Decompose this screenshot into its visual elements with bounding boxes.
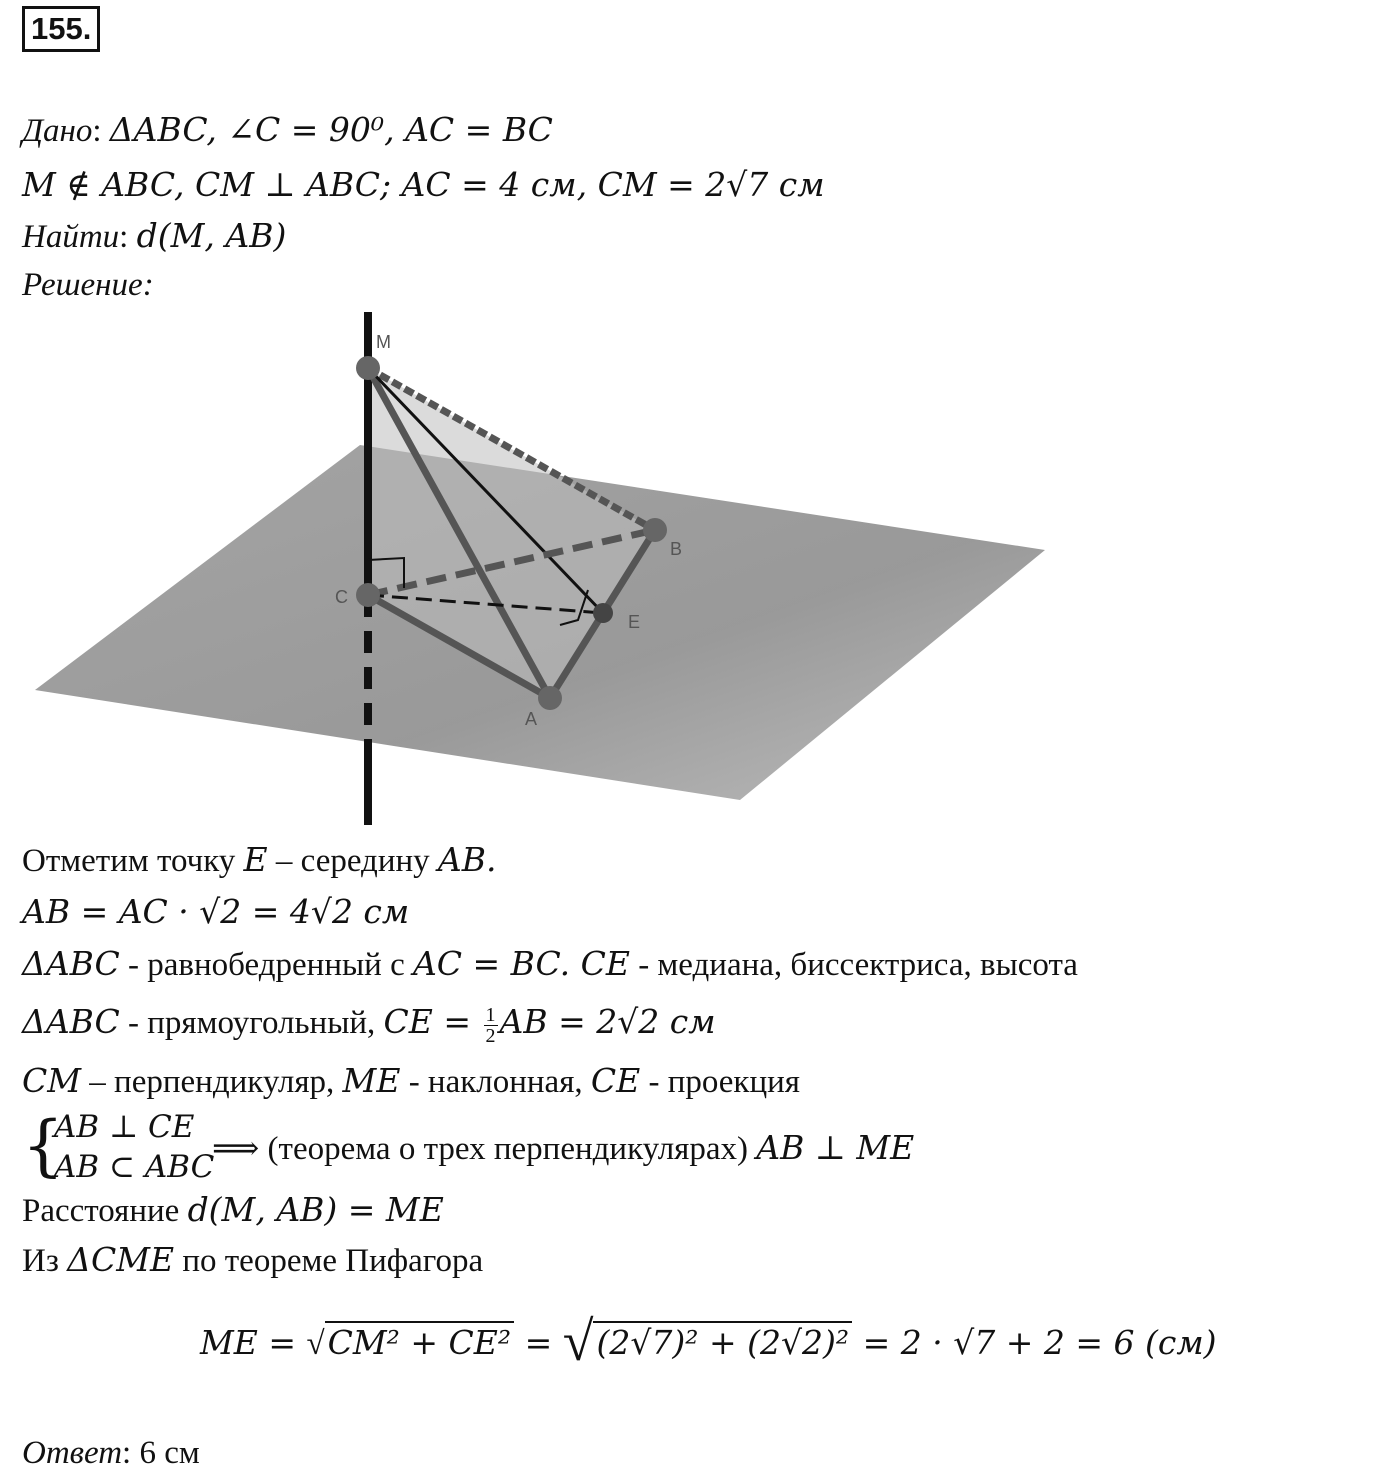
given-line-2 — [22, 165, 825, 206]
problem-number: 155. — [22, 6, 100, 52]
point-A — [538, 686, 562, 710]
root-1: CM² + CE² — [325, 1321, 514, 1362]
step-6: Расстояние d(M, AB) = ME — [22, 1190, 444, 1229]
step-3: ΔABC - равнобедренный с AC = BC. CE - медиана, биссектриса, высота — [22, 944, 1078, 983]
find-label: Найти — [22, 219, 120, 255]
answer-line — [22, 1433, 200, 1473]
label-B: B — [670, 539, 683, 559]
pythagoras-formula: ME = √CM² + CE² = √(2√7)² + (2√2)² = 2 · √7 + 2 = 6 (см) — [200, 1311, 1217, 1373]
given-expr-2: M ∉ ABC, CM ⊥ ABC; AC = 4 см, CM = 2√7 см — [22, 165, 825, 204]
step-1: Отметим точку E – середину AB. — [22, 840, 497, 879]
system-brace: { — [22, 1107, 64, 1184]
step-4: ΔABC - прямоугольный, CE = $\frac{1}{2}$ AB = 2√2 см — [22, 1002, 716, 1047]
point-C — [356, 583, 380, 607]
find-expr: d(M, AB) — [136, 216, 287, 255]
answer-label: Ответ — [22, 1435, 123, 1471]
step-2: AB = AC · √2 = 4√2 см — [22, 892, 410, 931]
step-5: CM – перпендикуляр, ME - наклонная, CE - проекция — [22, 1061, 800, 1100]
given-line-1: Дано: ΔABC, ∠C = 90⁰, AC = BC — [22, 110, 553, 149]
step-7: Из ΔCME по теореме Пифагора — [22, 1240, 484, 1279]
solution-label: Решение: — [22, 267, 154, 303]
point-E — [593, 603, 613, 623]
given-expr-1: ΔABC, ∠C = 90⁰, AC = BC — [109, 110, 553, 149]
given-label: Дано — [22, 113, 93, 149]
fraction-one-half: $\frac{1}{2}$ — [485, 1003, 496, 1047]
system-row-1: AB ⊥ CE — [54, 1109, 195, 1145]
root-2: (2√7)² + (2√2)² — [593, 1321, 852, 1362]
find-line: Найти: d(M, AB) — [22, 216, 287, 255]
point-B — [643, 518, 667, 542]
answer-value: : 6 см — [122, 1435, 200, 1471]
label-C: C — [335, 587, 348, 607]
system-row-2: AB ⊂ ABC — [54, 1149, 215, 1185]
label-A: A — [525, 709, 538, 729]
label-E: E — [628, 612, 641, 632]
point-M — [356, 356, 380, 380]
label-M: M — [376, 332, 391, 352]
system-result: ⟹ (теорема о трех перпендикулярах) AB ⊥ ME — [212, 1128, 915, 1167]
geometry-figure — [0, 300, 1100, 830]
